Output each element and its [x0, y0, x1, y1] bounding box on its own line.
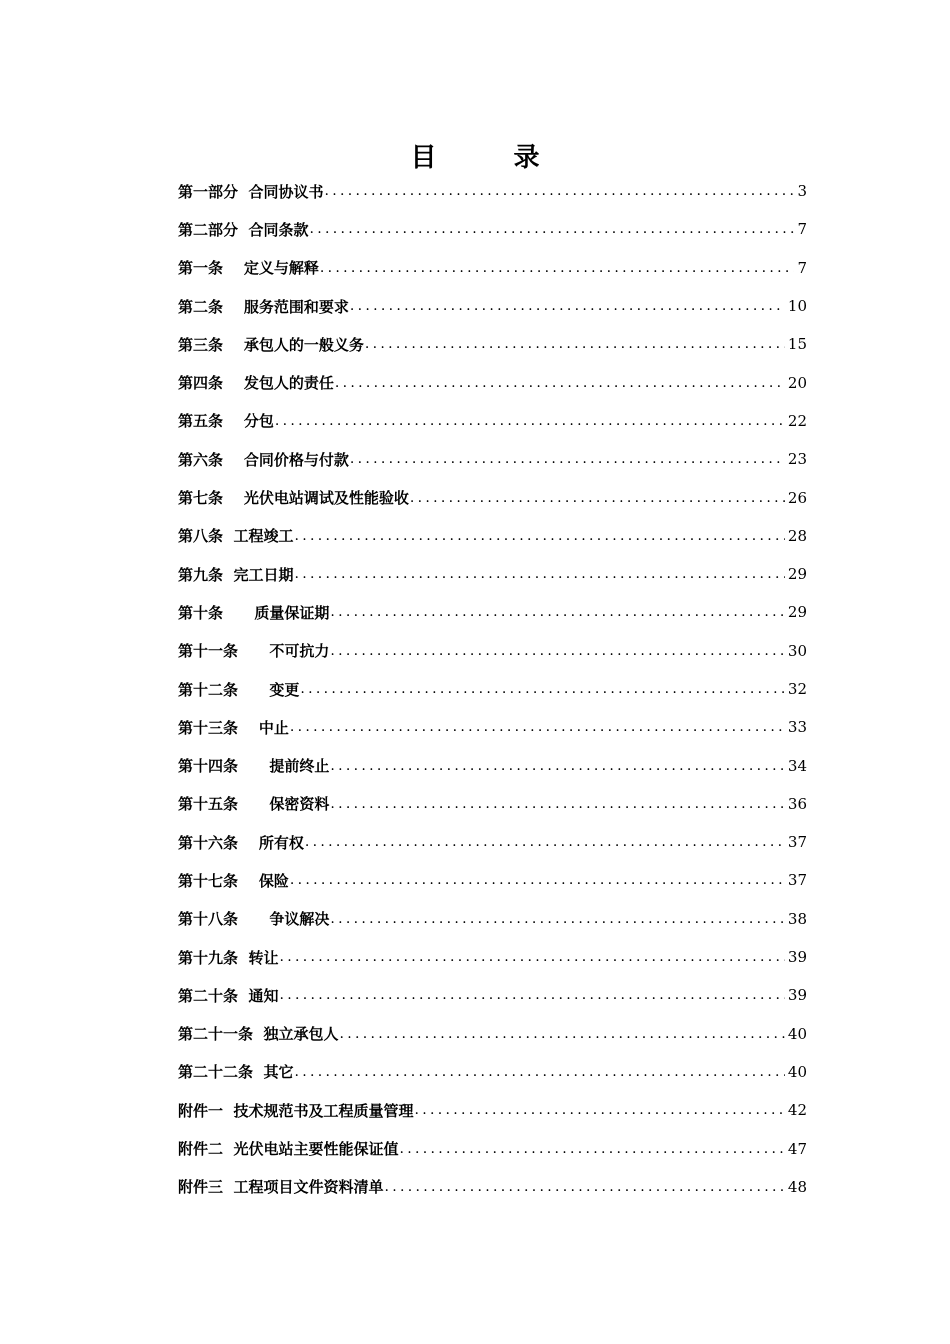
toc-dot-leader — [279, 987, 784, 1003]
toc-entry[interactable] — [178, 210, 807, 248]
toc-entry-page-number: 10 — [787, 297, 807, 316]
toc-dot-leader — [414, 1102, 784, 1118]
toc-entry-page-number: 36 — [787, 794, 807, 813]
toc-dot-leader — [275, 413, 785, 429]
toc-entry-label: 第十四条 提前终止 — [178, 757, 330, 776]
toc-entry[interactable] — [178, 746, 807, 784]
toc-dot-leader — [410, 490, 785, 506]
toc-entry[interactable] — [178, 1129, 807, 1167]
toc-entry-label: 第三条 承包人的一般义务 — [178, 335, 364, 354]
toc-entry-label: 第八条 工程竣工 — [178, 527, 294, 546]
toc-dot-leader — [324, 183, 794, 199]
toc-entry-label: 第二十一条 独立承包人 — [178, 1025, 339, 1044]
toc-entry-label: 第二十条 通知 — [178, 986, 279, 1005]
toc-entry[interactable] — [178, 440, 807, 478]
toc-dot-leader — [279, 949, 784, 965]
toc-entry[interactable] — [178, 1091, 807, 1129]
toc-entry[interactable] — [178, 249, 807, 287]
toc-entry-page-number: 37 — [787, 833, 807, 852]
toc-dot-leader — [399, 1141, 784, 1157]
toc-entry[interactable] — [178, 325, 807, 363]
toc-entry-label: 附件二 光伏电站主要性能保证值 — [178, 1140, 399, 1159]
toc-dot-leader — [330, 604, 785, 620]
toc-entry[interactable] — [178, 976, 807, 1014]
toc-dot-leader — [320, 260, 795, 276]
toc-entry[interactable] — [178, 785, 807, 823]
toc-dot-leader — [384, 1179, 784, 1195]
toc-dot-leader — [290, 872, 785, 888]
toc-entry[interactable] — [178, 1053, 807, 1091]
toc-entry-label: 第十二条 变更 — [178, 680, 300, 699]
toc-dot-leader — [330, 643, 785, 659]
toc-dot-leader — [350, 298, 785, 314]
toc-entry-label: 第一部分 合同协议书 — [178, 182, 324, 201]
toc-entry-page-number: 40 — [787, 1024, 807, 1043]
toc-entry-label: 第十一条 不可抗力 — [178, 642, 330, 661]
toc-entry-page-number: 39 — [787, 986, 807, 1005]
toc-entry[interactable] — [178, 1015, 807, 1053]
toc-dot-leader — [350, 451, 785, 467]
toc-entry-page-number: 47 — [787, 1139, 807, 1158]
toc-entry-page-number: 34 — [787, 756, 807, 775]
toc-entry-page-number: 48 — [787, 1177, 807, 1196]
toc-dot-leader — [330, 911, 785, 927]
toc-entry-page-number: 33 — [787, 718, 807, 737]
toc-entry-page-number: 26 — [787, 488, 807, 507]
toc-entry-label: 第六条 合同价格与付款 — [178, 450, 349, 469]
toc-dot-leader — [339, 1026, 784, 1042]
toc-entry-label: 第二十二条 其它 — [178, 1063, 294, 1082]
toc-entry-label: 第十八条 争议解决 — [178, 910, 330, 929]
toc-entry[interactable] — [178, 478, 807, 516]
toc-entry[interactable] — [178, 708, 807, 746]
toc-entry-page-number: 7 — [797, 220, 807, 239]
toc-entry-label: 第一条 定义与解释 — [178, 259, 319, 278]
toc-entry[interactable] — [178, 402, 807, 440]
toc-entry-label: 第十三条 中止 — [178, 718, 289, 737]
toc-entry[interactable] — [178, 363, 807, 401]
table-of-contents — [178, 172, 807, 1206]
toc-dot-leader — [290, 719, 785, 735]
toc-dot-leader — [330, 758, 785, 774]
toc-entry-page-number: 30 — [787, 641, 807, 660]
toc-entry-page-number: 40 — [787, 1062, 807, 1081]
toc-entry-page-number: 29 — [787, 603, 807, 622]
toc-dot-leader — [294, 528, 784, 544]
toc-entry[interactable] — [178, 861, 807, 899]
toc-entry[interactable] — [178, 823, 807, 861]
toc-dot-leader — [294, 566, 784, 582]
toc-entry[interactable] — [178, 287, 807, 325]
toc-dot-leader — [309, 221, 794, 237]
toc-entry-page-number: 37 — [787, 871, 807, 890]
toc-entry[interactable] — [178, 555, 807, 593]
toc-entry[interactable] — [178, 632, 807, 670]
toc-entry-page-number: 3 — [797, 182, 807, 201]
toc-entry-page-number: 20 — [787, 373, 807, 392]
toc-entry-label: 第十九条 转让 — [178, 948, 279, 967]
toc-dot-leader — [330, 796, 785, 812]
toc-entry-label: 第四条 发包人的责任 — [178, 374, 334, 393]
toc-entry[interactable] — [178, 938, 807, 976]
toc-entry-label: 第十条 质量保证期 — [178, 603, 330, 622]
toc-dot-leader — [294, 1064, 784, 1080]
toc-dot-leader — [335, 375, 785, 391]
toc-entry-label: 附件一 技术规范书及工程质量管理 — [178, 1101, 414, 1120]
toc-entry[interactable] — [178, 1168, 807, 1206]
toc-entry-page-number: 42 — [787, 1101, 807, 1120]
toc-dot-leader — [305, 834, 785, 850]
toc-dot-leader — [300, 681, 785, 697]
toc-entry-label: 附件三 工程项目文件资料清单 — [178, 1178, 384, 1197]
toc-entry-page-number: 39 — [787, 948, 807, 967]
toc-entry-page-number: 15 — [787, 335, 807, 354]
toc-entry-label: 第五条 分包 — [178, 412, 274, 431]
toc-entry-page-number: 38 — [787, 909, 807, 928]
toc-entry-label: 第九条 完工日期 — [178, 565, 294, 584]
toc-entry-label: 第十五条 保密资料 — [178, 795, 330, 814]
toc-entry-page-number: 29 — [787, 565, 807, 584]
toc-entry[interactable] — [178, 593, 807, 631]
toc-entry-label: 第七条 光伏电站调试及性能验收 — [178, 489, 409, 508]
toc-entry[interactable] — [178, 517, 807, 555]
toc-entry[interactable] — [178, 670, 807, 708]
toc-entry-page-number: 28 — [787, 526, 807, 545]
toc-entry-label: 第十七条 保险 — [178, 871, 289, 890]
toc-entry-page-number: 32 — [787, 680, 807, 698]
toc-entry-page-number: 23 — [787, 450, 807, 469]
toc-entry-page-number: 22 — [787, 411, 807, 430]
toc-entry-label: 第十六条 所有权 — [178, 833, 304, 852]
toc-dot-leader — [365, 336, 785, 352]
toc-title: 目 录 — [410, 143, 574, 173]
toc-entry-label: 第二条 服务范围和要求 — [178, 297, 349, 316]
toc-entry[interactable] — [178, 900, 807, 938]
toc-entry[interactable] — [178, 172, 807, 210]
toc-entry-page-number: 7 — [797, 258, 807, 277]
toc-entry-label: 第二部分 合同条款 — [178, 220, 309, 239]
